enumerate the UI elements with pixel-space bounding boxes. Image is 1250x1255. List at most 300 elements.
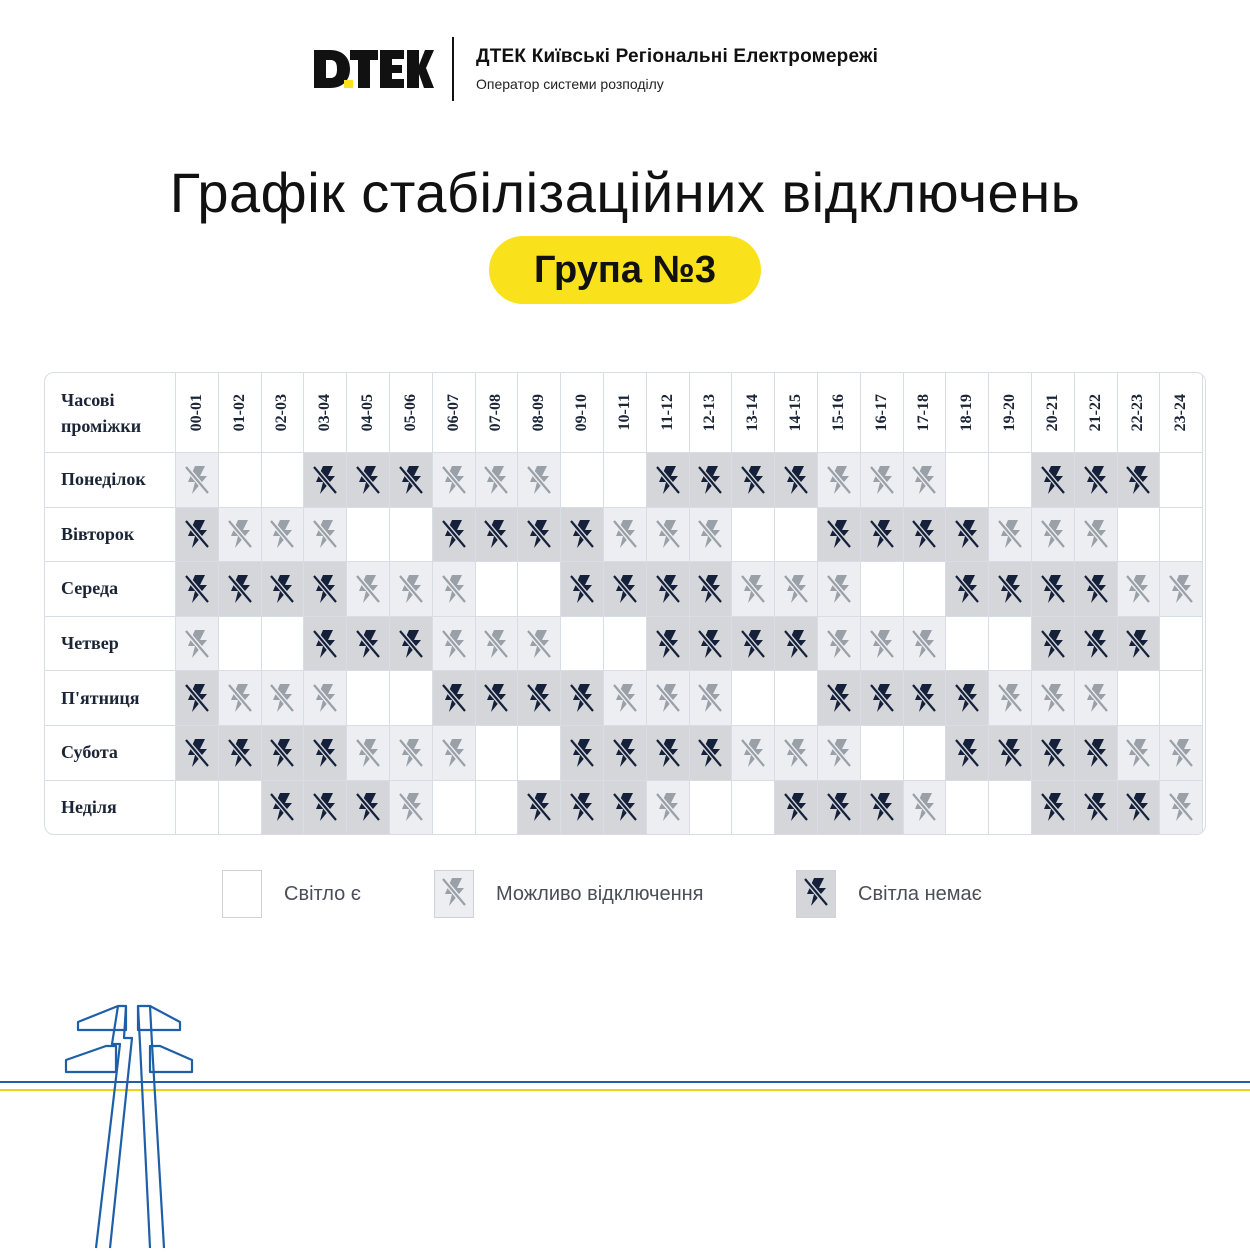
lightning-off-icon (441, 877, 467, 912)
schedule-cell (732, 617, 775, 672)
schedule-cell (732, 781, 775, 835)
company-header (312, 36, 878, 102)
day-label: Понеділок (45, 453, 176, 508)
hour-header (690, 373, 733, 453)
lightning-off-icon (864, 785, 900, 829)
hour-label: 02-03 (273, 393, 291, 432)
hour-header (1032, 373, 1075, 453)
schedule-cell (1160, 562, 1203, 617)
schedule-cell (775, 671, 818, 726)
lightning-off-icon (350, 622, 386, 666)
hour-header (262, 373, 305, 453)
lightning-off-icon (436, 458, 472, 502)
lightning-off-icon (906, 512, 942, 556)
lightning-off-icon (478, 622, 514, 666)
schedule-cell (1032, 453, 1075, 508)
hour-label: 09-10 (573, 393, 591, 432)
hour-label: 18-19 (958, 393, 976, 432)
schedule-cell (1032, 617, 1075, 672)
lightning-off-icon (393, 731, 429, 775)
lightning-off-icon (992, 731, 1028, 775)
lightning-off-icon (821, 676, 857, 720)
hour-label: 10-11 (615, 394, 633, 431)
lightning-off-icon (436, 567, 472, 611)
lightning-off-icon (650, 622, 686, 666)
lightning-off-icon (650, 731, 686, 775)
schedule-cell (1118, 781, 1161, 835)
schedule-cell (732, 562, 775, 617)
legend-swatch-power-on (222, 870, 262, 918)
hour-header (989, 373, 1032, 453)
lightning-off-icon (1120, 567, 1156, 611)
schedule-cell (304, 726, 347, 781)
lightning-off-icon (1163, 785, 1199, 829)
hour-header (433, 373, 476, 453)
lightning-off-icon (179, 676, 215, 720)
corner-label: Часові проміжки (45, 373, 176, 453)
schedule-cell (1160, 508, 1203, 563)
lightning-off-icon (1078, 622, 1114, 666)
schedule-cell (347, 671, 390, 726)
schedule-cell (604, 726, 647, 781)
lightning-off-icon (821, 622, 857, 666)
schedule-cell (390, 453, 433, 508)
lightning-off-icon (264, 785, 300, 829)
schedule-cell (476, 781, 519, 835)
hour-header (647, 373, 690, 453)
lightning-off-icon (607, 512, 643, 556)
lightning-off-icon (179, 512, 215, 556)
lightning-off-icon (264, 676, 300, 720)
lightning-off-icon (222, 676, 258, 720)
company-name: ДТЕК Київські Регіональні Електромережі (476, 46, 879, 67)
lightning-off-icon (307, 731, 343, 775)
schedule-cell (433, 671, 476, 726)
hour-label: 05-06 (401, 393, 419, 432)
lightning-off-icon (992, 567, 1028, 611)
hour-label: 06-07 (444, 393, 462, 432)
schedule-cell (732, 508, 775, 563)
hour-label: 12-13 (701, 393, 719, 432)
schedule-cell (775, 617, 818, 672)
lightning-off-icon (1078, 512, 1114, 556)
schedule-cell (1075, 726, 1118, 781)
lightning-off-icon (778, 785, 814, 829)
lightning-off-icon (607, 567, 643, 611)
schedule-cell (1075, 671, 1118, 726)
lightning-off-icon (864, 622, 900, 666)
schedule-cell (262, 562, 305, 617)
lightning-off-icon (778, 622, 814, 666)
schedule-cell (561, 726, 604, 781)
lightning-off-icon (478, 512, 514, 556)
hour-header (304, 373, 347, 453)
schedule-cell (690, 781, 733, 835)
schedule-cell (219, 781, 262, 835)
schedule-cell (219, 617, 262, 672)
hour-header (818, 373, 861, 453)
lightning-off-icon (949, 512, 985, 556)
schedule-cell (946, 671, 989, 726)
schedule-cell (347, 726, 390, 781)
schedule-cell (904, 562, 947, 617)
schedule-cell (904, 671, 947, 726)
hour-label: 22-23 (1129, 393, 1147, 432)
schedule-cell (433, 617, 476, 672)
schedule-cell (989, 453, 1032, 508)
lightning-off-icon (222, 512, 258, 556)
lightning-off-icon (1078, 458, 1114, 502)
legend-label: Світла немає (858, 882, 982, 905)
schedule-cell (1075, 562, 1118, 617)
lightning-off-icon (1078, 676, 1114, 720)
lightning-off-icon (307, 785, 343, 829)
hour-header (476, 373, 519, 453)
lightning-off-icon (307, 458, 343, 502)
schedule-cell (989, 726, 1032, 781)
lightning-off-icon (521, 622, 557, 666)
schedule-cell (647, 781, 690, 835)
lightning-off-icon (1035, 512, 1071, 556)
schedule-cell (604, 671, 647, 726)
lightning-off-icon (179, 567, 215, 611)
schedule-cell (433, 726, 476, 781)
schedule-cell (518, 671, 561, 726)
schedule-cell (946, 453, 989, 508)
lightning-off-icon (179, 458, 215, 502)
lightning-off-icon (607, 785, 643, 829)
lightning-off-icon (650, 567, 686, 611)
schedule-cell (647, 726, 690, 781)
lightning-off-icon (735, 731, 771, 775)
hour-label: 08-09 (530, 393, 548, 432)
power-tower-illustration (0, 1000, 1250, 1255)
schedule-cell (347, 562, 390, 617)
hour-header (219, 373, 262, 453)
lightning-off-icon (650, 785, 686, 829)
lightning-off-icon (803, 877, 829, 912)
day-label: Середа (45, 562, 176, 617)
lightning-off-icon (478, 458, 514, 502)
lightning-off-icon (692, 512, 728, 556)
schedule-cell (1032, 562, 1075, 617)
lightning-off-icon (1120, 458, 1156, 502)
schedule-cell (1032, 726, 1075, 781)
schedule-cell (561, 671, 604, 726)
lightning-off-icon (650, 676, 686, 720)
schedule-cell (262, 671, 305, 726)
hour-header (775, 373, 818, 453)
schedule-cell (176, 617, 219, 672)
lightning-off-icon (307, 622, 343, 666)
schedule-cell (604, 562, 647, 617)
hour-header (904, 373, 947, 453)
lightning-off-icon (650, 512, 686, 556)
lightning-off-icon (906, 785, 942, 829)
lightning-off-icon (521, 458, 557, 502)
lightning-off-icon (436, 731, 472, 775)
schedule-cell (390, 781, 433, 835)
lightning-off-icon (350, 458, 386, 502)
lightning-off-icon (564, 731, 600, 775)
schedule-cell (476, 562, 519, 617)
lightning-off-icon (992, 676, 1028, 720)
schedule-cell (262, 781, 305, 835)
lightning-off-icon (650, 458, 686, 502)
schedule-cell (946, 726, 989, 781)
schedule-cell (904, 781, 947, 835)
schedule-cell (262, 453, 305, 508)
schedule-cell (861, 726, 904, 781)
schedule-cell (989, 617, 1032, 672)
schedule-cell (647, 562, 690, 617)
lightning-off-icon (821, 731, 857, 775)
lightning-off-icon (1035, 567, 1071, 611)
lightning-off-icon (992, 512, 1028, 556)
schedule-cell (433, 781, 476, 835)
schedule-cell (818, 671, 861, 726)
schedule-cell (904, 508, 947, 563)
schedule-cell (604, 453, 647, 508)
lightning-off-icon (735, 458, 771, 502)
lightning-off-icon (607, 676, 643, 720)
lightning-off-icon (778, 458, 814, 502)
schedule-cell (433, 453, 476, 508)
lightning-off-icon (393, 458, 429, 502)
schedule-cell (347, 617, 390, 672)
lightning-off-icon (264, 567, 300, 611)
schedule-cell (304, 453, 347, 508)
legend-label: Світло є (284, 882, 362, 905)
schedule-cell (1032, 671, 1075, 726)
lightning-off-icon (906, 622, 942, 666)
lightning-off-icon (1078, 785, 1114, 829)
schedule-cell (1160, 781, 1203, 835)
lightning-off-icon (1120, 622, 1156, 666)
hour-label: 20-21 (1043, 393, 1061, 432)
schedule-cell (176, 726, 219, 781)
logo-divider (452, 37, 454, 101)
lightning-off-icon (1035, 785, 1071, 829)
schedule-cell (304, 617, 347, 672)
schedule-cell (1160, 453, 1203, 508)
hour-label: 16-17 (872, 393, 890, 432)
schedule-cell (561, 617, 604, 672)
hour-header (861, 373, 904, 453)
schedule-cell (561, 562, 604, 617)
lightning-off-icon (222, 567, 258, 611)
schedule-cell (219, 726, 262, 781)
lightning-off-icon (179, 622, 215, 666)
schedule-cell (347, 508, 390, 563)
lightning-off-icon (179, 731, 215, 775)
schedule-cell (476, 617, 519, 672)
schedule-cell (732, 726, 775, 781)
schedule-cell (946, 562, 989, 617)
lightning-off-icon (692, 567, 728, 611)
lightning-off-icon (350, 731, 386, 775)
schedule-cell (690, 508, 733, 563)
lightning-off-icon (821, 458, 857, 502)
lightning-off-icon (821, 512, 857, 556)
lightning-off-icon (436, 676, 472, 720)
schedule-cell (818, 617, 861, 672)
schedule-cell (604, 508, 647, 563)
lightning-off-icon (264, 731, 300, 775)
schedule-cell (647, 453, 690, 508)
hour-label: 07-08 (487, 393, 505, 432)
lightning-off-icon (521, 512, 557, 556)
schedule-cell (818, 562, 861, 617)
hour-header (347, 373, 390, 453)
hour-label: 15-16 (829, 393, 847, 432)
schedule-cell (219, 671, 262, 726)
schedule-cell (262, 617, 305, 672)
hour-header (1160, 373, 1203, 453)
schedule-cell (647, 671, 690, 726)
lightning-off-icon (222, 731, 258, 775)
hour-header (946, 373, 989, 453)
schedule-cell (989, 562, 1032, 617)
legend-label: Можливо відключення (496, 882, 704, 905)
schedule-cell (1160, 726, 1203, 781)
schedule-cell (861, 453, 904, 508)
schedule-cell (476, 671, 519, 726)
lightning-off-icon (906, 458, 942, 502)
schedule-cell (904, 617, 947, 672)
lightning-off-icon (521, 785, 557, 829)
schedule-cell (390, 562, 433, 617)
schedule-cell (561, 781, 604, 835)
hour-header (518, 373, 561, 453)
schedule-cell (690, 617, 733, 672)
page-title: Графік стабілізаційних відключень (169, 161, 1081, 224)
legend-item-power-off (796, 870, 982, 918)
lightning-off-icon (864, 458, 900, 502)
lightning-off-icon (1035, 622, 1071, 666)
schedule-cell (518, 617, 561, 672)
legend-swatch-power-off (796, 870, 836, 918)
schedule-cell (818, 726, 861, 781)
schedule-cell (732, 453, 775, 508)
lightning-off-icon (393, 567, 429, 611)
schedule-cell (861, 671, 904, 726)
lightning-off-icon (264, 512, 300, 556)
hour-label: 21-22 (1086, 393, 1104, 432)
schedule-cell (262, 726, 305, 781)
schedule-cell (518, 726, 561, 781)
lightning-off-icon (478, 676, 514, 720)
schedule-cell (262, 508, 305, 563)
schedule-cell (390, 508, 433, 563)
lightning-off-icon (307, 512, 343, 556)
lightning-off-icon (350, 567, 386, 611)
lightning-off-icon (692, 458, 728, 502)
lightning-off-icon (1163, 731, 1199, 775)
lightning-off-icon (1078, 731, 1114, 775)
hour-header (1118, 373, 1161, 453)
lightning-off-icon (692, 676, 728, 720)
schedule-cell (433, 508, 476, 563)
schedule-cell (433, 562, 476, 617)
lightning-off-icon (436, 622, 472, 666)
schedule-cell (1075, 453, 1118, 508)
schedule-cell (518, 562, 561, 617)
group-badge: Група №3 (489, 236, 761, 304)
lightning-off-icon (821, 567, 857, 611)
lightning-off-icon (864, 512, 900, 556)
schedule-cell (690, 562, 733, 617)
lightning-off-icon (564, 676, 600, 720)
schedule-cell (946, 781, 989, 835)
lightning-off-icon (436, 512, 472, 556)
schedule-cell (604, 617, 647, 672)
schedule-cell (861, 562, 904, 617)
schedule-cell (604, 781, 647, 835)
schedule-cell (304, 508, 347, 563)
lightning-off-icon (1035, 731, 1071, 775)
dtek-logo (312, 47, 434, 91)
schedule-cell (476, 726, 519, 781)
schedule-cell (518, 453, 561, 508)
schedule-cell (989, 781, 1032, 835)
hour-header (561, 373, 604, 453)
schedule-cell (775, 562, 818, 617)
schedule-cell (476, 453, 519, 508)
schedule-cell (390, 726, 433, 781)
schedule-cell (176, 508, 219, 563)
hour-label: 04-05 (359, 393, 377, 432)
lightning-off-icon (949, 676, 985, 720)
schedule-cell (861, 617, 904, 672)
schedule-cell (176, 453, 219, 508)
hour-label: 14-15 (787, 393, 805, 432)
schedule-cell (904, 726, 947, 781)
lightning-off-icon (1035, 676, 1071, 720)
schedule-cell (1118, 508, 1161, 563)
lightning-off-icon (1078, 567, 1114, 611)
schedule-cell (561, 453, 604, 508)
schedule-cell (647, 617, 690, 672)
schedule-cell (176, 671, 219, 726)
company-subtitle: Оператор системи розподілу (476, 76, 664, 92)
schedule-cell (775, 508, 818, 563)
schedule-cell (1160, 617, 1203, 672)
schedule-cell (861, 508, 904, 563)
schedule-cell (861, 781, 904, 835)
hour-header (604, 373, 647, 453)
hour-label: 11-12 (658, 394, 676, 431)
schedule-cell (818, 508, 861, 563)
schedule-cell (219, 562, 262, 617)
hour-label: 23-24 (1172, 393, 1190, 432)
schedule-cell (989, 671, 1032, 726)
schedule-cell (818, 453, 861, 508)
schedule-cell (904, 453, 947, 508)
hour-label: 00-01 (187, 393, 205, 432)
schedule-table (44, 372, 1206, 835)
schedule-cell (946, 617, 989, 672)
schedule-cell (1075, 781, 1118, 835)
lightning-off-icon (735, 622, 771, 666)
schedule-cell (518, 508, 561, 563)
schedule-cell (989, 508, 1032, 563)
lightning-off-icon (564, 512, 600, 556)
lightning-off-icon (307, 567, 343, 611)
schedule-cell (946, 508, 989, 563)
schedule-cell (818, 781, 861, 835)
lightning-off-icon (521, 676, 557, 720)
